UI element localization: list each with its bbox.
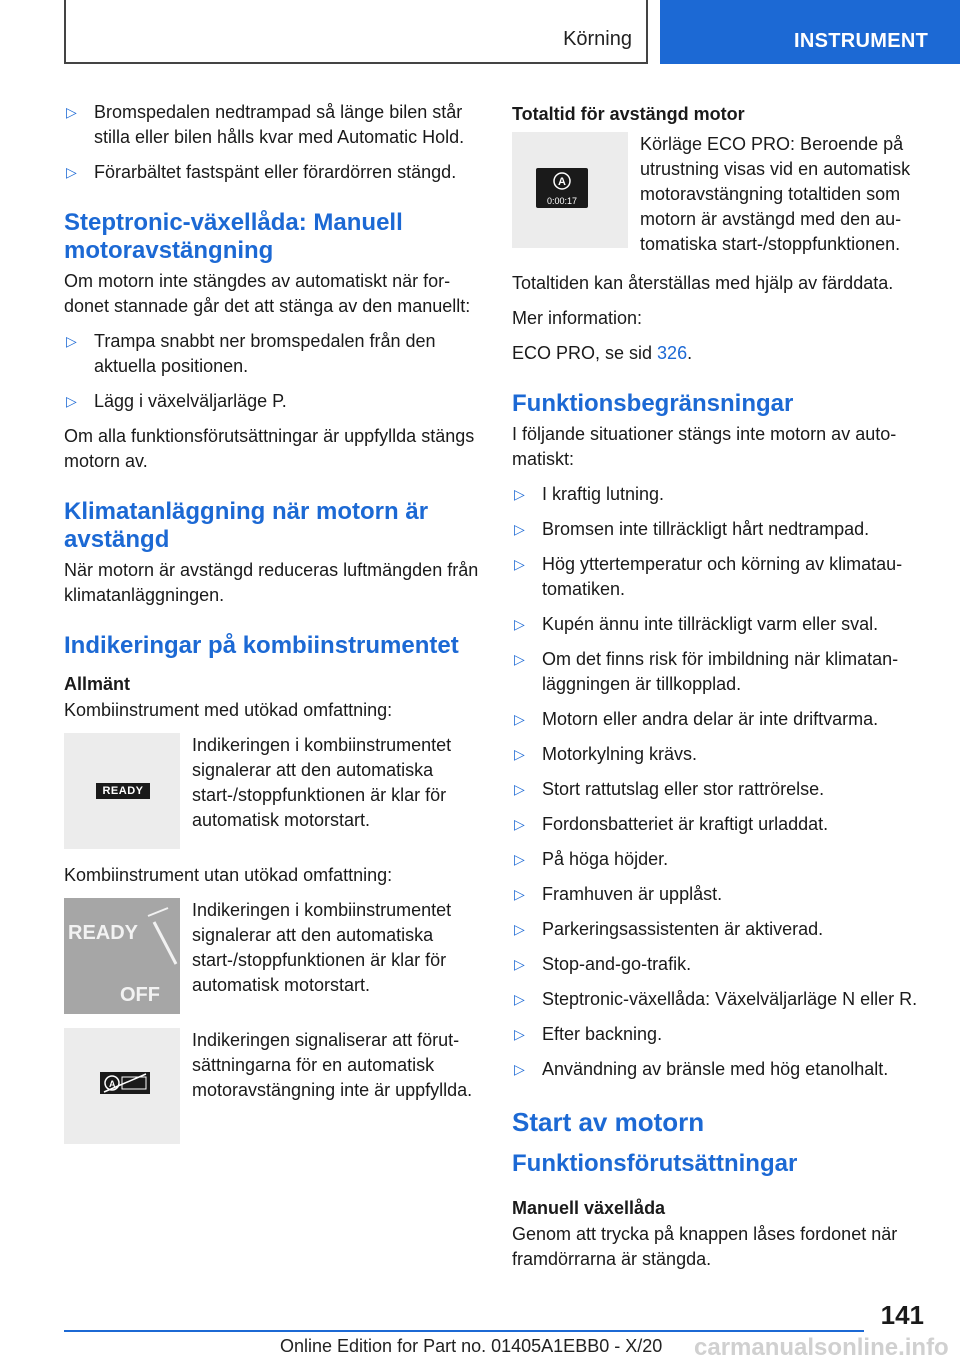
- figure-caption: Indikeringen i kombiinstrumentet signalerar att den automatiska start-/stoppfunktionen är klar för automatisk motorstart.: [192, 900, 452, 995]
- svg-text:A: A: [109, 1079, 116, 1089]
- list-item: ▷ Förarbältet fastspänt eller förardörren stängd.: [64, 160, 480, 185]
- paragraph: Om alla funktionsförutsättningar är uppfyllda stängs motorn av.: [64, 426, 475, 471]
- list-item: ▷ Parkeringsassistenten är aktiverad.: [512, 917, 928, 942]
- heading-indikeringar: Indikeringar på kombiinstrumentet: [64, 632, 459, 659]
- subheading-totaltid: Totaltid för avstängd motor: [512, 104, 745, 124]
- gauge-off-label: OFF: [120, 984, 160, 1006]
- footer-divider: [64, 1330, 864, 1332]
- right-column: [512, 100, 928, 1282]
- triangle-bullet-icon: ▷: [514, 781, 525, 797]
- auto-start-stop-icon: [552, 171, 572, 191]
- ready-label: READY: [96, 783, 150, 799]
- heading-funktionsbegransningar: Funktionsbegränsningar: [512, 390, 794, 417]
- triangle-bullet-icon: ▷: [514, 816, 525, 832]
- ready-indicator-image: [64, 733, 180, 849]
- triangle-bullet-icon: ▷: [514, 651, 525, 667]
- paragraph: Genom att trycka på knappen låses fordonet när framdörrarna är stängda.: [512, 1224, 898, 1269]
- triangle-bullet-icon: ▷: [514, 711, 525, 727]
- triangle-bullet-icon: ▷: [514, 521, 525, 537]
- triangle-bullet-icon: ▷: [66, 333, 77, 349]
- list-item: ▷ Steptronic-växellåda: Växelväljarläge N eller R.: [512, 987, 928, 1012]
- eco-pro-time-image: [512, 132, 628, 248]
- subheading-allmant: Allmänt: [64, 674, 131, 694]
- triangle-bullet-icon: ▷: [514, 1026, 525, 1042]
- gauge-needle-icon: [140, 904, 180, 974]
- triangle-bullet-icon: ▷: [66, 393, 77, 409]
- paragraph-eco-ref: ECO PRO, se sid 326.: [512, 343, 693, 363]
- list-item: ▷ Trampa snabbt ner bromspedalen från den aktuella positionen.: [66, 331, 436, 376]
- list-item: ▷ Stop-and-go-trafik.: [512, 952, 928, 977]
- limits-list: [512, 482, 928, 1082]
- subheading-manuell-vaxellada: Manuell växellåda: [512, 1198, 666, 1218]
- page-link-326[interactable]: 326: [657, 343, 688, 363]
- list-item: ▷ Bromsen inte tillräckligt hårt nedtrampad.: [512, 517, 928, 542]
- triangle-bullet-icon: ▷: [514, 1061, 525, 1077]
- list-item: ▷ Bromspedalen nedtrampad så länge bilen står stilla eller bilen hålls kvar med Automatic Hold.: [66, 102, 465, 147]
- paragraph: Om motorn inte stängdes av automatiskt när fordonet stannade går det att stänga av den manuellt:: [64, 271, 471, 316]
- gauge-ready-label: READY: [68, 922, 139, 944]
- header-frame: [64, 0, 648, 64]
- list-item: ▷ Motorkylning krävs.: [512, 742, 928, 767]
- list-item: ▷ Användning av bränsle med hög etanolhalt.: [512, 1057, 928, 1082]
- triangle-bullet-icon: ▷: [514, 921, 525, 937]
- page-number: 141: [880, 1300, 924, 1330]
- heading-funktionsforutsattningar: Funktionsförutsättningar: [512, 1150, 798, 1177]
- footer-edition: Online Edition for Part no. 01405A1EBB0 - X/20: [280, 1336, 663, 1356]
- figure-caption: Körläge ECO PRO: Beroende på utrustning visas vid en automatisk motoravstängning totaltiden som motorn är avstängd med den automatiska start-/stoppfunktionen.: [640, 134, 911, 254]
- paragraph: I följande situationer stängs inte motorn av automatiskt:: [512, 424, 897, 469]
- list-item: ▷ Lägg i växelväljarläge P.: [64, 389, 480, 414]
- list-item: ▷ Stort rattutslag eller stor rattrörelse.: [512, 777, 928, 802]
- triangle-bullet-icon: ▷: [66, 104, 77, 120]
- triangle-bullet-icon: ▷: [514, 746, 525, 762]
- eco-pro-display: [536, 168, 588, 208]
- list-item: ▷ Kupén ännu inte tillräckligt varm eller sval.: [512, 612, 928, 637]
- list-item: ▷ Efter backning.: [512, 1022, 928, 1047]
- paragraph: Kombiinstrument med utökad omfattning:: [64, 700, 393, 720]
- figure-eco-pro-time: [512, 132, 928, 257]
- figure-ready-indicator: [64, 733, 480, 849]
- figure-start-stop-unavailable: [64, 1028, 480, 1144]
- left-column: [64, 100, 480, 1158]
- figure-analog-ready: [64, 898, 480, 1014]
- svg-text:A: A: [558, 176, 566, 188]
- triangle-bullet-icon: ▷: [514, 991, 525, 1007]
- list-item: ▷ Motorn eller andra delar är inte driftvarma.: [512, 707, 928, 732]
- watermark: carmanualsonline.info: [694, 1334, 949, 1361]
- eco-time-readout: 0:00:17: [546, 196, 578, 206]
- list-item: ▷ Hög yttertemperatur och körning av klimatautomatiken.: [514, 554, 903, 599]
- heading-steptronic: Steptronic-växellåda: Manuell motoravstängning: [64, 209, 403, 264]
- paragraph: Kombiinstrument utan utökad omfattning:: [64, 865, 393, 885]
- paragraph: Totaltiden kan återställas med hjälp av färddata.: [512, 273, 894, 293]
- header-section-title: Körning: [563, 28, 632, 50]
- start-stop-crossed-icon: [100, 1072, 150, 1094]
- triangle-bullet-icon: ▷: [514, 556, 525, 572]
- list-item: ▷ I kraftig lutning.: [512, 482, 928, 507]
- analog-ready-gauge-image: [64, 898, 180, 1014]
- triangle-bullet-icon: ▷: [514, 886, 525, 902]
- list-item: ▷ Fordonsbatteriet är kraftigt urladdat.: [512, 812, 928, 837]
- triangle-bullet-icon: ▷: [514, 956, 525, 972]
- paragraph: När motorn är avstängd reduceras luftmängden från klimatanläggningen.: [64, 560, 479, 605]
- header-chapter-title: INSTRUMENT: [794, 30, 929, 52]
- triangle-bullet-icon: ▷: [514, 616, 525, 632]
- heading-klimat: Klimatanläggning när motorn är avstängd: [64, 498, 429, 553]
- paragraph: Mer information:: [512, 308, 643, 328]
- figure-caption: Indikeringen signaliserar att förutsättningarna för en automatisk motoravstängning inte är uppfyllda.: [192, 1030, 473, 1100]
- start-stop-crossed-image: [64, 1028, 180, 1144]
- start-stop-symbol-icon: [100, 1072, 150, 1094]
- triangle-bullet-icon: ▷: [514, 486, 525, 502]
- heading-start-av-motorn: Start av motorn: [512, 1107, 705, 1137]
- triangle-bullet-icon: ▷: [66, 164, 77, 180]
- figure-caption: Indikeringen i kombiinstrumentet signalerar att den automatiska start-/stoppfunktionen är klar för automatisk motorstart.: [192, 735, 452, 830]
- list-item: ▷ Om det finns risk för imbildning när klimatanläggningen är tillkopplad.: [514, 649, 899, 694]
- triangle-bullet-icon: ▷: [514, 851, 525, 867]
- list-item: ▷ Framhuven är upplåst.: [512, 882, 928, 907]
- list-item: ▷ På höga höjder.: [512, 847, 928, 872]
